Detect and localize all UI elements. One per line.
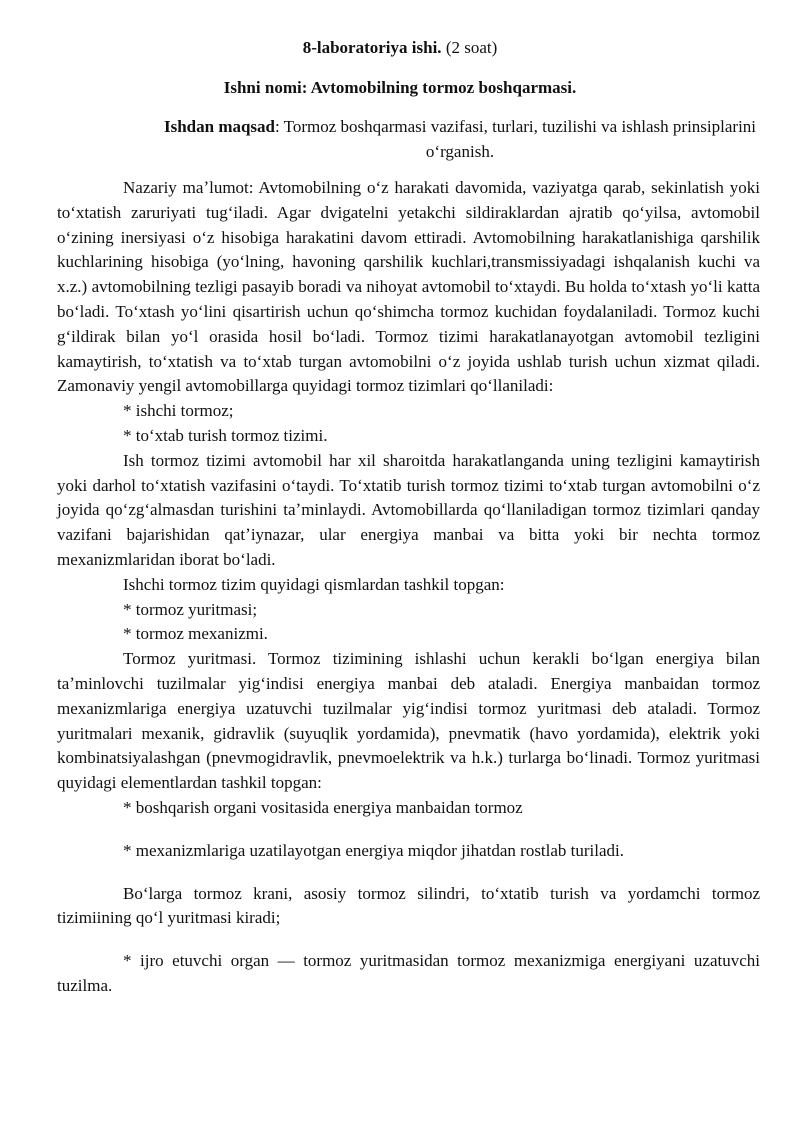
list-item-control-organ: * boshqarish organi vositasida energiya manbaidan tormoz	[123, 797, 523, 817]
paragraph-brake-systems: Ish tormoz tizimi avtomobil har xil sharoitda harakatlanganda uning tezligini kamaytirish yoki darhol toʻxtatish vazifasini oʻtaydi. Toʻxtatib turish tormoz tizimi toʻxtab turgan avtomobilni oʻz joyida qoʻzgʻalmasdan turishini taʼminlaydi. Avtomobillarda qoʻllaniladigan tormoz tizimlari qanday vazifani bajarishidan qatʼiynazar, ular energiya manbai va bitta yoki bir nechta tormoz mexanizmlaridan iborat boʻladi.	[57, 450, 760, 569]
list-item-brake-mechanism: * tormoz mexanizmi.	[123, 624, 268, 644]
list-item-parking-brake: * toʻxtab turish tormoz tizimi.	[123, 425, 328, 445]
document-body	[57, 176, 760, 999]
lab-title-bold: 8-laboratoriya ishi.	[302, 38, 442, 57]
list-intro-parts: Ishchi tormoz tizim quyidagi qismlardan tashkil topgan:	[123, 574, 505, 594]
paragraph-components: Boʻlarga tormoz krani, asosiy tormoz silindri, toʻxtatib turish va yordamchi tormoz tizimiining qoʻl yuritmasi kiradi;	[57, 883, 760, 928]
list-item-brake-drive: * tormoz yuritmasi;	[123, 599, 258, 619]
work-name: Ishni nomi: Avtomobilning tormoz boshqarmasi.	[223, 78, 577, 97]
aim-text: : Tormoz boshqarmasi vazifasi, turlari, tuzilishi va ishlash prinsiplarini oʻrganish.	[275, 117, 757, 161]
aim-label: Ishdan maqsad	[163, 117, 275, 136]
list-item-energy-regulation: * mexanizmlariga uzatilayotgan energiya miqdor jihatdan rostlab turiladi.	[123, 840, 625, 860]
paragraph-brake-drive: Tormoz yuritmasi. Tormoz tizimining ishlashi uchun kerakli boʻlgan energiya bilan taʼminlovchi tuzilmalar yigʻindisi energiya manbai deb ataladi. Energiya manbaidan tormoz mexanizmlariga energiya uzatuvchi tuzilmalar yigʻindisi tormoz yuritmasi deb ataladi. Tormoz yuritmalari mexanik, gidravlik (suyuqlik yordamida), pnevmatik (havo yordamida), elektrik yoki kombinatsiyalashgan (pnevmogidravlik, pnevmoelektrik va h.k.) turlarga boʻlinadi. Tormoz yuritmasi quyidagi elementlardan tashkil topgan:	[57, 649, 760, 793]
aim-paragraph	[160, 115, 760, 165]
paragraph-executive-organ: * ijro etuvchi organ — tormoz yuritmasidan tormoz mexanizmiga energiyani uzatuvchi tuzilma.	[57, 951, 760, 995]
list-item-working-brake: * ishchi tormoz;	[123, 401, 234, 421]
lab-title	[0, 36, 800, 61]
lab-title-hours: (2 soat)	[441, 38, 498, 57]
paragraph-theory: Nazariy maʼlumot: Avtomobilning oʻz harakati davomida, vaziyatga qarab, sekinlatish yoki toʻxtatish zaruriyati tugʻiladi. Agar dvigatelni yetakchi sildiraklardan ajratib qoʻyilsa, avtomobil oʻzining inersiyasi oʻz hisobiga harakatini davom ettiradi. Avtomobilning harakatlanishiga qarshilik kuchlarining hisobiga (yoʻlning, havoning qarshilik kuchlari,transmissiyadagi ishqalanish kuchi va x.z.) avtomobilning tezligi pasayib boradi va nihoyat avtomobil toʻxtaydi. Bu holda toʻxtash yoʻli katta boʻladi. Toʻxtash yoʻlini qisartirish uchun qoʻshimcha tormoz kuchidan foydalaniladi. Tormoz kuchi gʻildirak bilan yoʻl orasida hosil boʻladi. Tormoz tizimi harakatlanayotgan avtomobil tezligini kamaytirish, toʻxtatish va toʻxtab turgan avtomobilni oʻz joyida ushlab turish uchun xizmat qiladi. Zamonaviy yengil avtomobillarga quyidagi tormoz tizimlari qoʻllaniladi:	[57, 178, 760, 396]
